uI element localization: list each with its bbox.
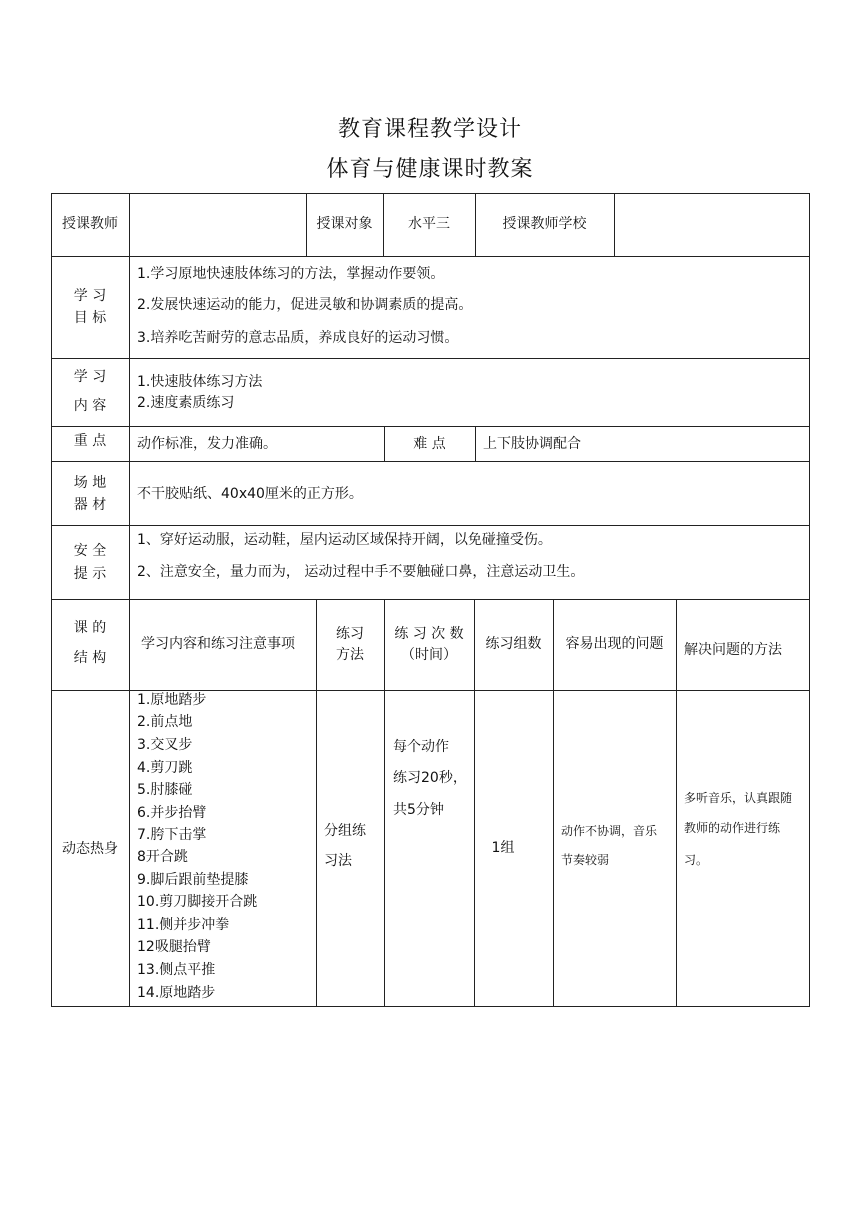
warmup-times-line3: 共5分钟: [393, 802, 444, 818]
warmup-problem-line2: 节奏较弱: [561, 853, 610, 867]
column-divider: [475, 426, 476, 461]
table-border-bottom: [51, 1006, 810, 1007]
venue-label-line2: 器 材: [73, 497, 107, 513]
row-divider: [51, 599, 810, 600]
column-header-problems: 容易出现的问题: [565, 636, 664, 652]
column-header-solutions: 解决问题的方法: [684, 642, 782, 658]
difficulty-value: 上下肢协调配合: [483, 436, 581, 452]
goal-item: 1.学习原地快速肢体练习的方法，掌握动作要领。: [137, 266, 445, 282]
goal-item: 2.发展快速运动的能力，促进灵敏和协调素质的提高。: [137, 297, 473, 313]
list-item: 2.前点地: [137, 714, 193, 730]
warmup-problem-line1: 动作不协调，音乐: [561, 824, 658, 838]
column-divider: [553, 599, 554, 1006]
list-item: 13.侧点平推: [137, 962, 216, 978]
list-item: 7.胯下击掌: [137, 827, 207, 843]
venue-value: 不干胶贴纸、40x40厘米的正方形。: [137, 486, 363, 502]
list-item: 9.脚后跟前垫提膝: [137, 872, 249, 888]
warmup-method-line1: 分组练: [324, 823, 366, 839]
row-divider: [51, 358, 810, 359]
list-item: 10.剪刀脚接开合跳: [137, 894, 258, 910]
content-label-line2: 内 容: [73, 398, 107, 414]
document-title: 教育课程教学设计: [337, 117, 522, 142]
list-item: 8开合跳: [137, 849, 188, 865]
content-item: 1.快速肢体练习方法: [137, 374, 263, 390]
safety-label-line1: 安 全: [73, 543, 107, 559]
safety-item: 1、穿好运动服，运动鞋，屋内运动区域保持开阔，以免碰撞受伤。: [137, 532, 552, 548]
row-divider: [51, 426, 810, 427]
warmup-method-line2: 习法: [324, 853, 352, 869]
column-divider: [676, 599, 677, 1006]
focus-value: 动作标准，发力准确。: [137, 436, 277, 452]
list-item: 11.侧并步冲拳: [137, 917, 230, 933]
column-divider: [614, 193, 615, 256]
table-border-right: [809, 193, 810, 1007]
column-header-groups: 练习组数: [485, 636, 542, 652]
column-divider: [474, 599, 475, 1006]
row-divider: [51, 525, 810, 526]
content-item: 2.速度素质练习: [137, 395, 235, 411]
difficulty-label: 难 点: [413, 436, 446, 452]
warmup-solution-line1: 多听音乐，认真跟随: [684, 791, 793, 805]
focus-label: 重 点: [73, 433, 107, 449]
school-label: 授课教师学校: [502, 216, 587, 232]
row-divider: [51, 256, 810, 257]
goal-item: 3.培养吃苦耐劳的意志品质，养成良好的运动习惯。: [137, 330, 459, 346]
table-border-top: [51, 193, 810, 194]
column-divider: [129, 193, 130, 1007]
document-subtitle: 体育与健康课时教案: [326, 157, 534, 182]
list-item: 5.肘膝碰: [137, 782, 193, 798]
warmup-stage: 动态热身: [62, 841, 118, 857]
list-item: 6.并步抬臂: [137, 805, 207, 821]
goals-label-line2: 目 标: [73, 310, 107, 326]
structure-label-line1: 课 的: [73, 620, 107, 636]
goals-label-line1: 学 习: [73, 288, 107, 304]
warmup-solution-line3: 习。: [684, 853, 709, 867]
list-item: 4.剪刀跳: [137, 760, 193, 776]
target-value: 水平三: [408, 216, 450, 232]
venue-label-line1: 场 地: [73, 475, 107, 491]
list-item: 1.原地踏步: [137, 692, 207, 708]
safety-item: 2、注意安全，量力而为， 运动过程中手不要触碰口鼻，注意运动卫生。: [137, 564, 585, 580]
list-item: 12吸腿抬臂: [137, 939, 211, 955]
column-header-content: 学习内容和练习注意事项: [141, 636, 295, 652]
safety-label-line2: 提 示: [73, 566, 107, 582]
row-divider: [51, 461, 810, 462]
content-label-line1: 学 习: [73, 369, 107, 385]
column-header-method-line1: 练习: [336, 626, 364, 642]
warmup-times-line1: 每个动作: [393, 739, 449, 755]
list-item: 14.原地踏步: [137, 985, 216, 1001]
warmup-groups: 1组: [491, 840, 515, 856]
warmup-times-line2: 练习20秒，: [393, 770, 467, 786]
list-item: 3.交叉步: [137, 737, 193, 753]
column-header-method-line2: 方法: [336, 647, 364, 663]
column-header-times-line1: 练 习 次 数: [394, 626, 464, 642]
target-label: 授课对象: [316, 216, 373, 232]
teacher-label: 授课教师: [62, 216, 118, 232]
column-header-times-line2: （时间）: [401, 647, 457, 663]
warmup-solution-line2: 教师的动作进行练: [684, 821, 781, 835]
structure-label-line2: 结 构: [73, 650, 107, 666]
